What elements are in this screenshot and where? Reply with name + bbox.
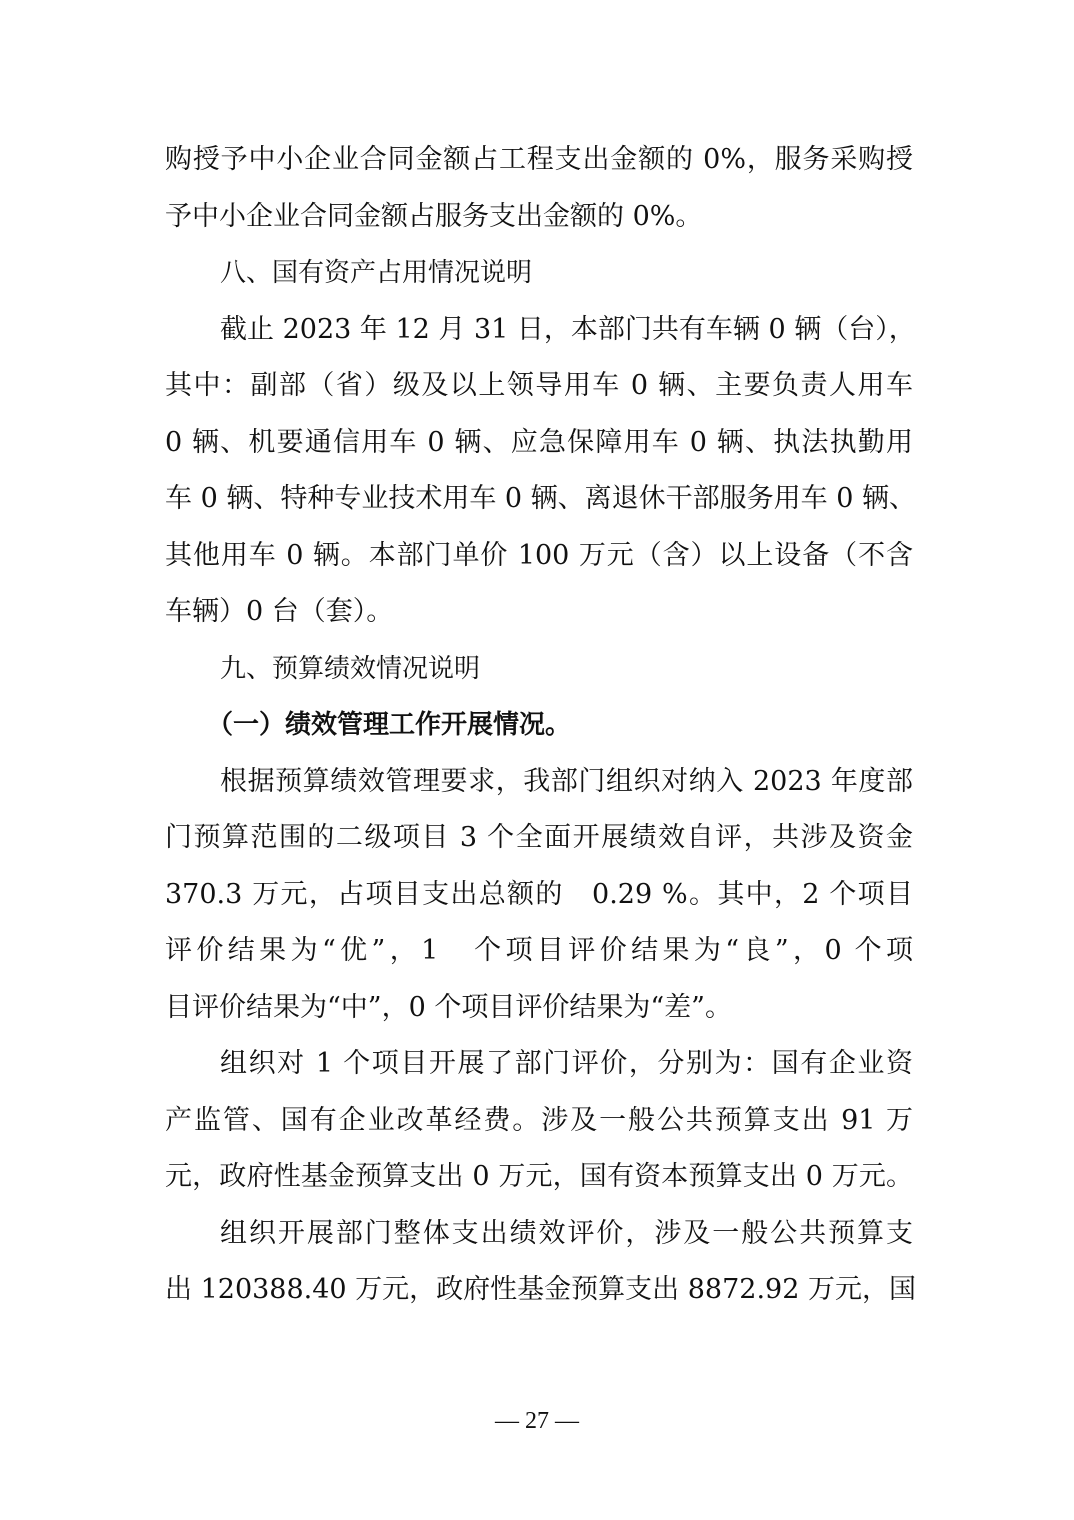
document-body	[165, 132, 917, 1319]
text-line: 目评价结果为“中”，0 个项目评价结果为“差”。	[165, 991, 732, 1023]
text-line: 0 辆、机要通信用车 0 辆、应急保障用车 0 辆、执法执勤用	[165, 426, 913, 458]
text-line: 元，政府性基金预算支出 0 万元，国有资本预算支出 0 万元。	[165, 1161, 913, 1192]
section-heading: 九、预算绩效情况说明	[220, 653, 481, 684]
text-line: 其中：副部（省）级及以上领导用车 0 辆、主要负责人用车	[165, 370, 913, 401]
text-line: 门预算范围的二级项目 3 个全面开展绩效自评，共涉及资金	[165, 822, 913, 853]
text-line: 截止 2023 年 12 月 31 日，本部门共有车辆 0 辆（台），	[220, 313, 916, 345]
text-line: 产监管、国有企业改革经费。涉及一般公共预算支出 91 万	[165, 1104, 913, 1136]
page-number: — 27 —	[495, 1408, 579, 1434]
text-line: 车 0 辆、特种专业技术用车 0 辆、离退休干部服务用车 0 辆、	[165, 483, 917, 514]
text-line: 370.3 万元，占项目支出总额的 0.29 %。其中，2 个项目	[165, 878, 913, 910]
text-line: 组织开展部门整体支出绩效评价，涉及一般公共预算支	[220, 1217, 913, 1249]
text-line: 评价结果为“优”，1 个项目评价结果为“良”，0 个项	[165, 935, 913, 966]
text-line: 组织对 1 个项目开展了部门评价，分别为：国有企业资	[220, 1048, 913, 1079]
subsection-heading: （一）绩效管理工作开展情况。	[207, 710, 572, 740]
text-line: 出 120388.40 万元，政府性基金预算支出 8872.92 万元，国	[165, 1274, 916, 1305]
text-line: 购授予中小企业合同金额占工程支出金额的 0%，服务采购授	[165, 144, 913, 175]
text-line: 予中小企业合同金额占服务支出金额的 0%。	[165, 200, 703, 232]
text-line: 根据预算绩效管理要求，我部门组织对纳入 2023 年度部	[220, 765, 913, 797]
text-line: 其他用车 0 辆。本部门单价 100 万元（含）以上设备（不含	[165, 539, 913, 571]
text-line: 车辆）0 台（套）。	[165, 596, 394, 627]
section-heading: 八、国有资产占用情况说明	[220, 258, 533, 288]
